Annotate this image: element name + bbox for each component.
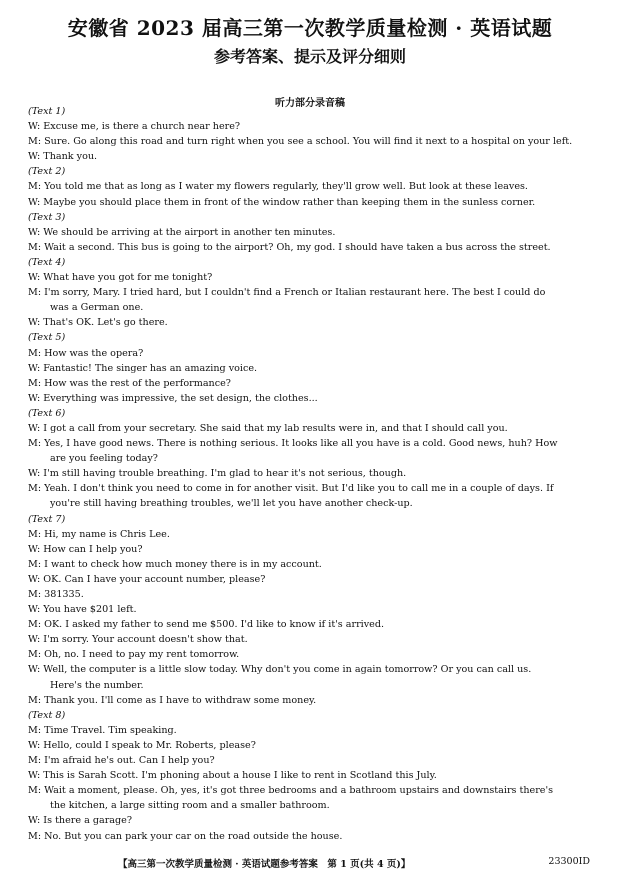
transcript-line: M: Wait a second. This bus is going to the airport? Oh, my god. I should have taken a bus across the street. — [28, 241, 551, 253]
transcript-line: M: I want to check how much money there is in my account. — [28, 558, 322, 570]
transcript-line: W: Well, the computer is a little slow today. Why don't you come in again tomorrow? Or you can call us. — [28, 664, 532, 676]
transcript-line: M: 381335. — [28, 589, 84, 600]
transcript-line: W: That's OK. Let's go there. — [28, 317, 168, 329]
footer-page-info: 【高三第一次教学质量检测 · 英语试题参考答案 第 1 页(共 4 页)】 — [118, 859, 411, 870]
section-title: 听力部分录音稿 — [275, 98, 345, 109]
text-section-label: (Text 7) — [28, 513, 66, 525]
transcript-line: M: Wait a moment, please. Oh, yes, it's got three bedrooms and a bathroom upstairs and downstairs there's — [28, 785, 554, 797]
text-section-label: (Text 8) — [28, 709, 66, 721]
footer-code: 23300ID — [548, 856, 590, 867]
transcript-line: W: Maybe you should place them in front of the window rather than keeping them in the sunless corner. — [28, 196, 536, 208]
transcript-line: M: Oh, no. I need to pay my rent tomorrow. — [28, 649, 240, 661]
transcript-line: the kitchen, a large sitting room and a smaller bathroom. — [50, 800, 330, 812]
transcript-line: W: You have $201 left. — [28, 604, 137, 616]
transcript-line: Here's the number. — [50, 679, 144, 691]
transcript-line: W: Is there a garage? — [28, 815, 132, 827]
document-subtitle: 参考答案、提示及评分细则 — [213, 47, 406, 66]
transcript-line: W: I'm sorry. Your account doesn't show that. — [28, 634, 248, 646]
transcript-line: W: Fantastic! The singer has an amazing voice. — [28, 362, 258, 374]
transcript-line: W: I got a call from your secretary. She said that my lab results were in, and that I should call you. — [28, 422, 508, 434]
transcript-line: W: Excuse me, is there a church near here? — [28, 121, 241, 133]
transcript-line: M: Yes, I have good news. There is nothing serious. It looks like all you have is a cold. Good news, huh? How — [28, 438, 558, 450]
transcript-line: M: I'm sorry, Mary. I tried hard, but I couldn't find a French or Italian restaurant here. The best I could do — [28, 287, 546, 299]
transcript-body — [28, 104, 596, 844]
transcript-line: M: Hi, my name is Chris Lee. — [28, 528, 170, 540]
text-section-label: (Text 6) — [28, 407, 66, 419]
transcript-line: W: Everything was impressive, the set design, the clothes... — [28, 392, 318, 404]
transcript-line: you're still having breathing troubles, we'll let you have another check-up. — [50, 498, 413, 510]
transcript-line: M: You told me that as long as I water my flowers regularly, they'll grow well. But look at these leaves. — [28, 181, 528, 193]
text-section-label: (Text 4) — [28, 256, 66, 268]
text-section-label: (Text 5) — [28, 332, 66, 344]
transcript-line: M: OK. I asked my father to send me $500. I'd like to know if it's arrived. — [28, 619, 385, 631]
transcript-line: W: What have you got for me tonight? — [28, 272, 213, 284]
text-section-label: (Text 1) — [28, 106, 66, 117]
transcript-line: W: Hello, could I speak to Mr. Roberts, please? — [28, 739, 256, 751]
document-title: 安徽省 2023 届高三第一次教学质量检测 · 英语试题 — [67, 16, 553, 40]
transcript-line: W: OK. Can I have your account number, please? — [28, 573, 266, 585]
transcript-line: was a German one. — [50, 302, 144, 314]
transcript-line: W: This is Sarah Scott. I'm phoning about a house I like to rent in Scotland this July. — [28, 770, 437, 782]
transcript-line: M: Time Travel. Tim speaking. — [28, 724, 177, 736]
transcript-line: W: Thank you. — [28, 151, 98, 163]
transcript-line: M: How was the opera? — [28, 347, 144, 359]
transcript-line: are you feeling today? — [50, 453, 158, 465]
transcript-line: W: How can I help you? — [28, 543, 143, 555]
text-section-label: (Text 2) — [28, 166, 66, 178]
transcript-line: M: Thank you. I'll come as I have to withdraw some money. — [28, 694, 317, 706]
transcript-line: W: I'm still having trouble breathing. I'm glad to hear it's not serious, though. — [28, 468, 407, 480]
transcript-line: M: No. But you can park your car on the road outside the house. — [28, 830, 343, 842]
transcript-line: M: How was the rest of the performance? — [28, 377, 231, 389]
transcript-line: M: I'm afraid he's out. Can I help you? — [28, 755, 215, 767]
text-section-label: (Text 3) — [28, 211, 66, 223]
transcript-line: M: Yeah. I don't think you need to come in for another visit. But I'd like you to call me in a couple of days. If — [28, 483, 554, 495]
transcript-line: M: Sure. Go along this road and turn right when you see a school. You will find it next to a hospital on your left. — [28, 136, 573, 148]
transcript-line: W: We should be arriving at the airport in another ten minutes. — [28, 226, 336, 238]
